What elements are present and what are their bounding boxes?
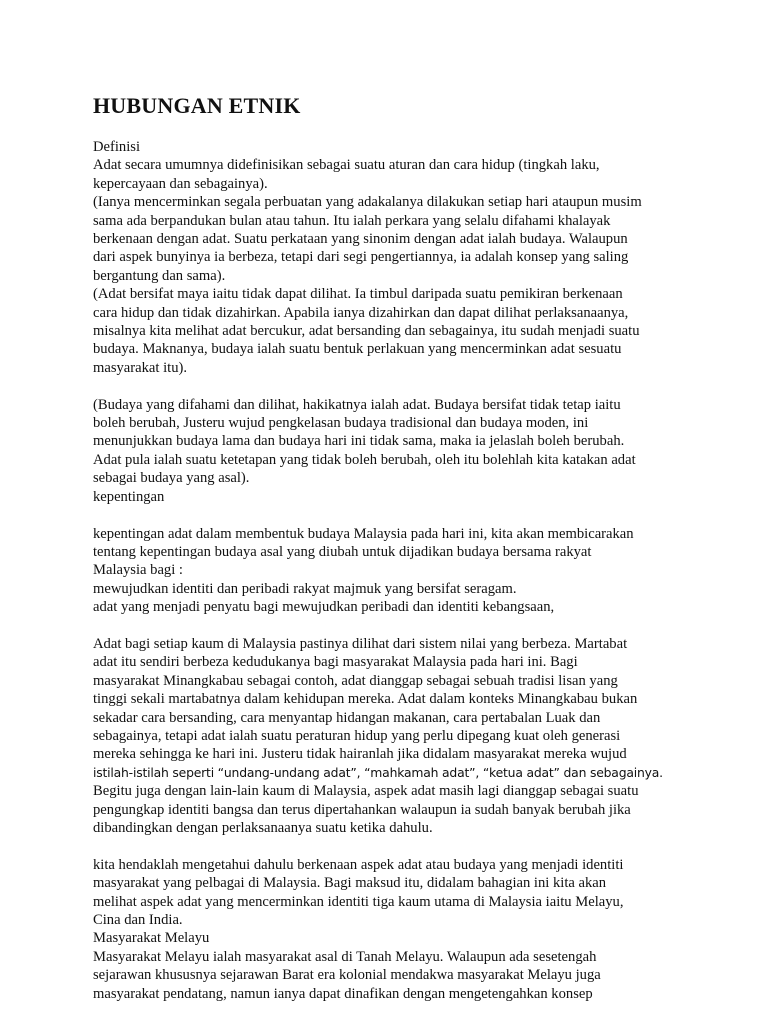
text-line: Cina dan India. [93, 912, 183, 928]
text-line: istilah-istilah seperti “undang-undang adat”, “mahkamah adat”, “ketua adat” dan sebagainya. [93, 764, 663, 780]
text-line: Begitu juga dengan lain-lain kaum di Malaysia, aspek adat masih lagi dianggap sebagai suatu [93, 783, 639, 800]
text-line: cara hidup dan tidak dizahirkan. Apabila ianya dizahirkan dan dapat dilihat perlaksanaanya, [93, 304, 629, 321]
text-line: dari aspek bunyinya ia berbeza, tetapi dari segi pengertiannya, ia adalah konsep yang saling [93, 249, 629, 266]
text-line: menunjukkan budaya lama dan budaya hari ini tidak sama, maka ia jelaslah boleh berubah. [93, 433, 625, 450]
text-line: kita hendaklah mengetahui dahulu berkenaan aspek adat atau budaya yang menjadi identiti [93, 856, 624, 873]
text-line: budaya. Maknanya, budaya ialah suatu bentuk perlakuan yang mencerminkan adat sesuatu [93, 341, 622, 358]
text-line: masyarakat yang pelbagai di Malaysia. Bagi maksud itu, didalam bahagian ini kita akan [93, 875, 607, 892]
document-title: HUBUNGAN ETNIK [93, 93, 301, 118]
text-line: melihat aspek adat yang mencerminkan identiti tiga kaum utama di Malaysia iaitu Melayu, [93, 893, 624, 910]
text-line: pengungkap identiti bangsa dan terus dipertahankan walaupun ia sudah banyak berubah jika [93, 801, 631, 818]
text-line: adat yang menjadi penyatu bagi mewujudkan peribadi dan identiti kebangsaan, [93, 599, 555, 616]
text-line: (Adat bersifat maya iaitu tidak dapat dilihat. Ia timbul daripada suatu pemikiran berkenaan [93, 286, 623, 303]
paragraph-gap [93, 506, 693, 524]
paragraph-gap [93, 377, 693, 395]
text-line: Adat pula ialah suatu ketetapan yang tidak boleh berubah, oleh itu bolehlah kita katakan adat [93, 451, 636, 468]
text-line: berkenaan dengan adat. Suatu perkataan yang sinonim dengan adat ialah budaya. Walaupun [93, 231, 628, 248]
text-line: Adat secara umumnya didefinisikan sebagai suatu aturan dan cara hidup (tingkah laku, [93, 157, 600, 174]
text-line: sebagai budaya yang asal). [93, 470, 250, 487]
text-line: (Ianya mencerminkan segala perbuatan yang adakalanya dilakukan setiap hari ataupun musim [93, 194, 642, 211]
text-line: dibandingkan dengan perlaksanaanya suatu ketika dahulu. [93, 819, 433, 836]
paragraph-gap [93, 837, 693, 855]
text-line: kepentingan adat dalam membentuk budaya Malaysia pada hari ini, kita akan membicarakan [93, 525, 634, 542]
text-line: sama ada berpandukan bulan atau tahun. Itu ialah perkara yang selalu difahami khalayak [93, 212, 611, 229]
text-line: tentang kepentingan budaya asal yang diubah untuk dijadikan budaya bersama rakyat [93, 543, 592, 560]
text-line: mereka sehingga ke hari ini. Justeru tidak hairanlah jika didalam masyarakat mereka wujud [93, 746, 627, 763]
text-line: boleh berubah, Justeru wujud pengkelasan budaya tradisional dan budaya moden, ini [93, 415, 589, 432]
text-line: tinggi sekali martabatnya dalam kehidupan mereka. Adat dalam konteks Minangkabau bukan [93, 691, 638, 708]
document-body [93, 138, 693, 1003]
text-line: masyarakat itu). [93, 359, 188, 376]
text-line: Masyarakat Melayu ialah masyarakat asal di Tanah Melayu. Walaupun ada sesetengah [93, 948, 597, 965]
text-line: (Budaya yang difahami dan dilihat, hakikatnya ialah adat. Budaya bersifat tidak tetap iaitu [93, 396, 621, 413]
text-line: sebagainya, tetapi adat ialah suatu peraturan hidup yang perlu dipegang kuat oleh generasi [93, 727, 621, 744]
paragraph-gap [93, 617, 693, 635]
text-line: mewujudkan identiti dan peribadi rakyat majmuk yang bersifat seragam. [93, 580, 517, 597]
text-line: Definisi [93, 139, 141, 155]
document-page [93, 92, 693, 1003]
text-line: Masyarakat Melayu [93, 930, 210, 947]
text-line: kepentingan [93, 488, 165, 505]
text-line: sejarawan khususnya sejarawan Barat era kolonial mendakwa masyarakat Melayu juga [93, 967, 601, 984]
text-line: sekadar cara bersanding, cara menyantap hidangan makanan, cara pertabalan Luak dan [93, 709, 601, 726]
text-line: misalnya kita melihat adat bercukur, adat bersanding dan sebagainya, itu sudah menjadi suatu [93, 323, 640, 340]
text-line: masyarakat Minangkabau sebagai contoh, adat dianggap sebagai sebuah tradisi lisan yang [93, 672, 618, 689]
text-line: adat itu sendiri berbeza kedudukanya bagi masyarakat Malaysia pada hari ini. Bagi [93, 654, 578, 671]
text-line: masyarakat pendatang, namun ianya dapat dinafikan dengan mengetengahkan konsep [93, 985, 593, 1002]
text-line: kepercayaan dan sebagainya). [93, 175, 268, 192]
text-line: bergantung dan sama). [93, 267, 226, 284]
text-line: Adat bagi setiap kaum di Malaysia pastinya dilihat dari sistem nilai yang berbeza. Martabat [93, 635, 628, 652]
text-line: Malaysia bagi : [93, 562, 183, 579]
